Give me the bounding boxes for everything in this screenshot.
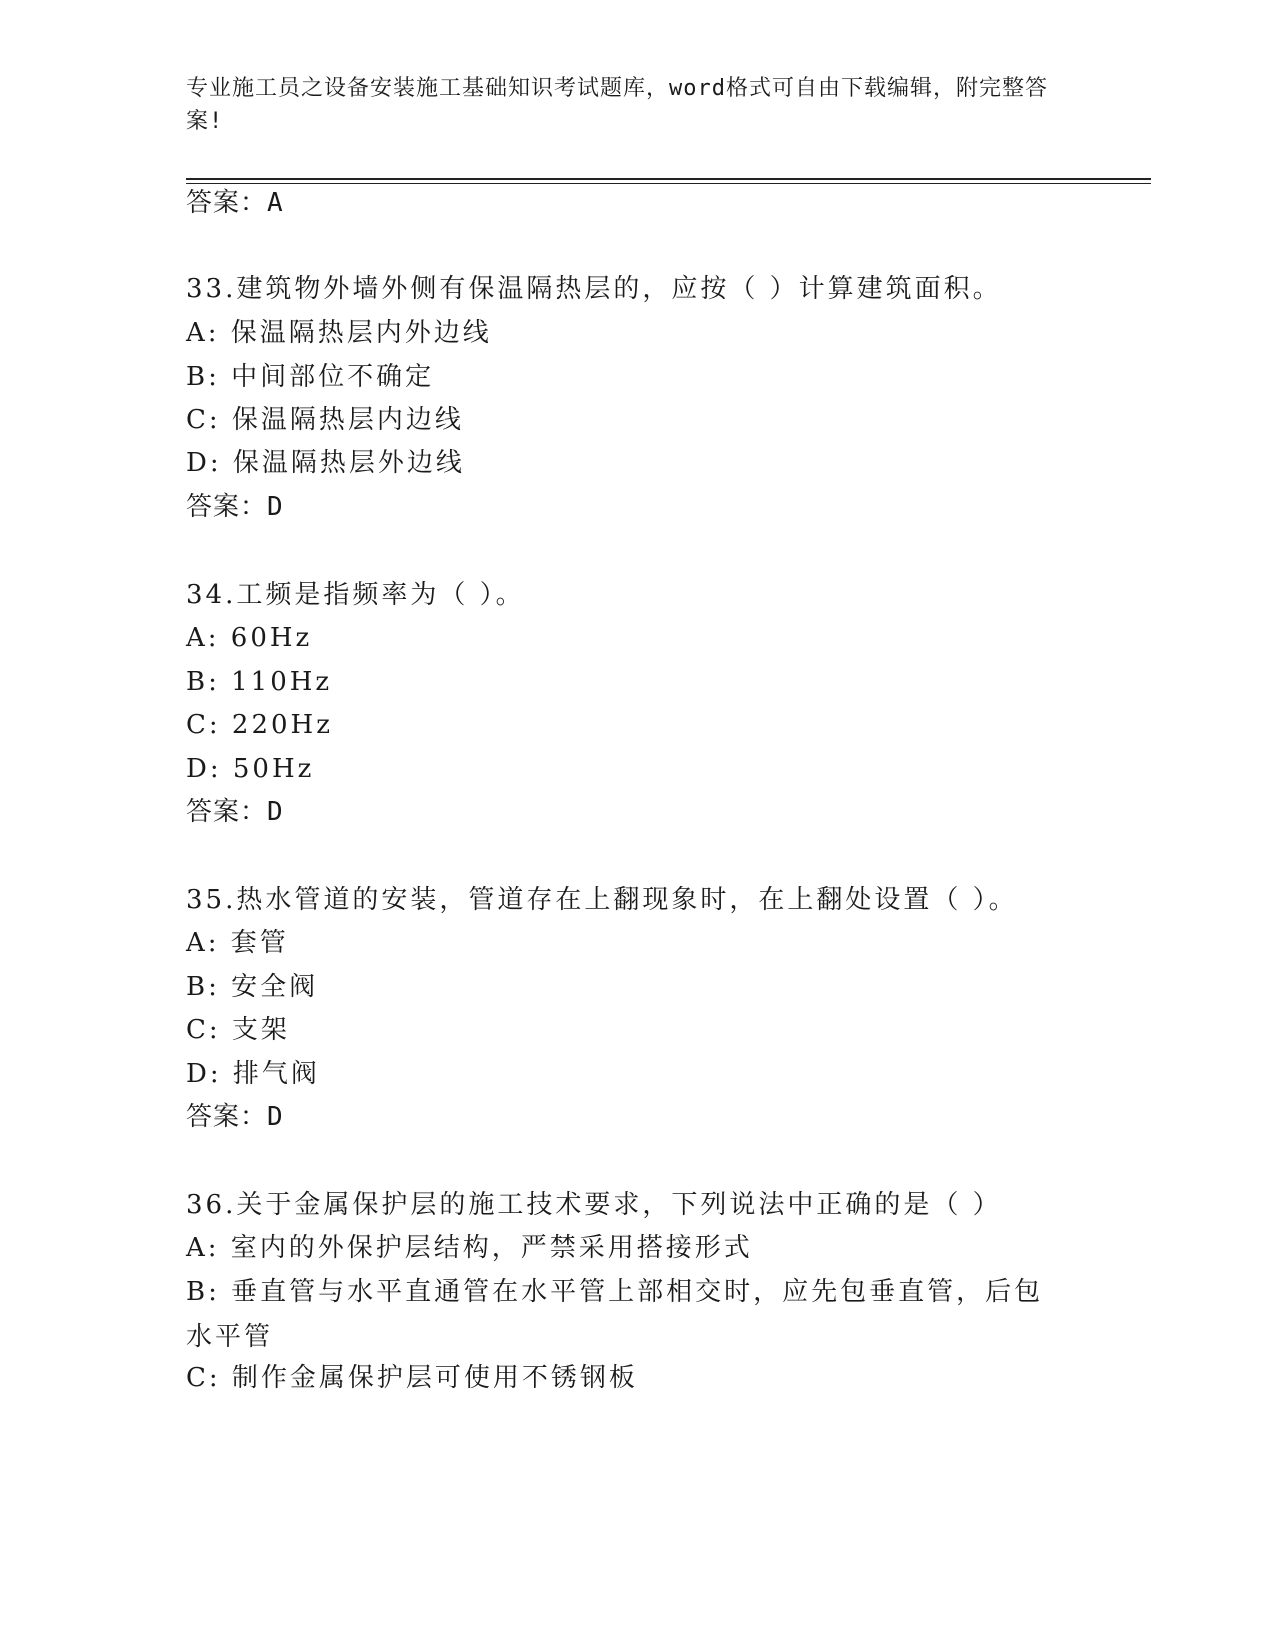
question-33-option-b: B: 中间部位不确定 <box>186 362 435 392</box>
question-35-option-d: D: 排气阀 <box>186 1059 320 1089</box>
question-33-option-a: A: 保温隔热层内外边线 <box>186 318 492 348</box>
question-36-option-b: B: 垂直管与水平直通管在水平管上部相交时，应先包垂直管，后包水平管 <box>186 1277 1044 1352</box>
question-33-text: 33.建筑物外墙外侧有保温隔热层的，应按（ ）计算建筑面积。 <box>186 274 1002 304</box>
question-35-option-b: B: 安全阀 <box>186 972 319 1002</box>
header-rule-thin <box>186 183 1151 184</box>
question-36-option-c: C: 制作金属保护层可使用不锈钢板 <box>186 1363 638 1393</box>
question-34-option-b: B: 110Hz <box>186 667 333 697</box>
document-header: 专业施工员之设备安装施工基础知识考试题库，word格式可自由下载编辑，附完整答案! <box>186 76 1048 134</box>
question-35-option-c: C: 支架 <box>186 1015 290 1045</box>
question-33-option-d: D: 保温隔热层外边线 <box>186 448 465 478</box>
question-35-text: 35.热水管道的安装，管道存在上翻现象时，在上翻处设置（ ）。 <box>186 885 1018 915</box>
question-34-option-d: D: 50Hz <box>186 754 315 784</box>
question-36-text: 36.关于金属保护层的施工技术要求，下列说法中正确的是（ ） <box>186 1190 1002 1220</box>
answer-previous: 答案：A <box>186 188 284 218</box>
question-36-option-a: A: 室内的外保护层结构，严禁采用搭接形式 <box>186 1233 753 1263</box>
question-35-option-a: A: 套管 <box>186 928 289 958</box>
question-34-option-c: C: 220Hz <box>186 710 333 740</box>
question-35-answer: 答案：D <box>186 1102 284 1132</box>
question-33-option-c: C: 保温隔热层内边线 <box>186 405 464 435</box>
header-rule-thick <box>186 178 1151 180</box>
question-34-answer: 答案：D <box>186 797 284 827</box>
question-34-text: 34.工频是指频率为（ ）。 <box>186 580 525 610</box>
question-33-answer: 答案：D <box>186 492 284 522</box>
question-34-option-a: A: 60Hz <box>186 623 313 653</box>
